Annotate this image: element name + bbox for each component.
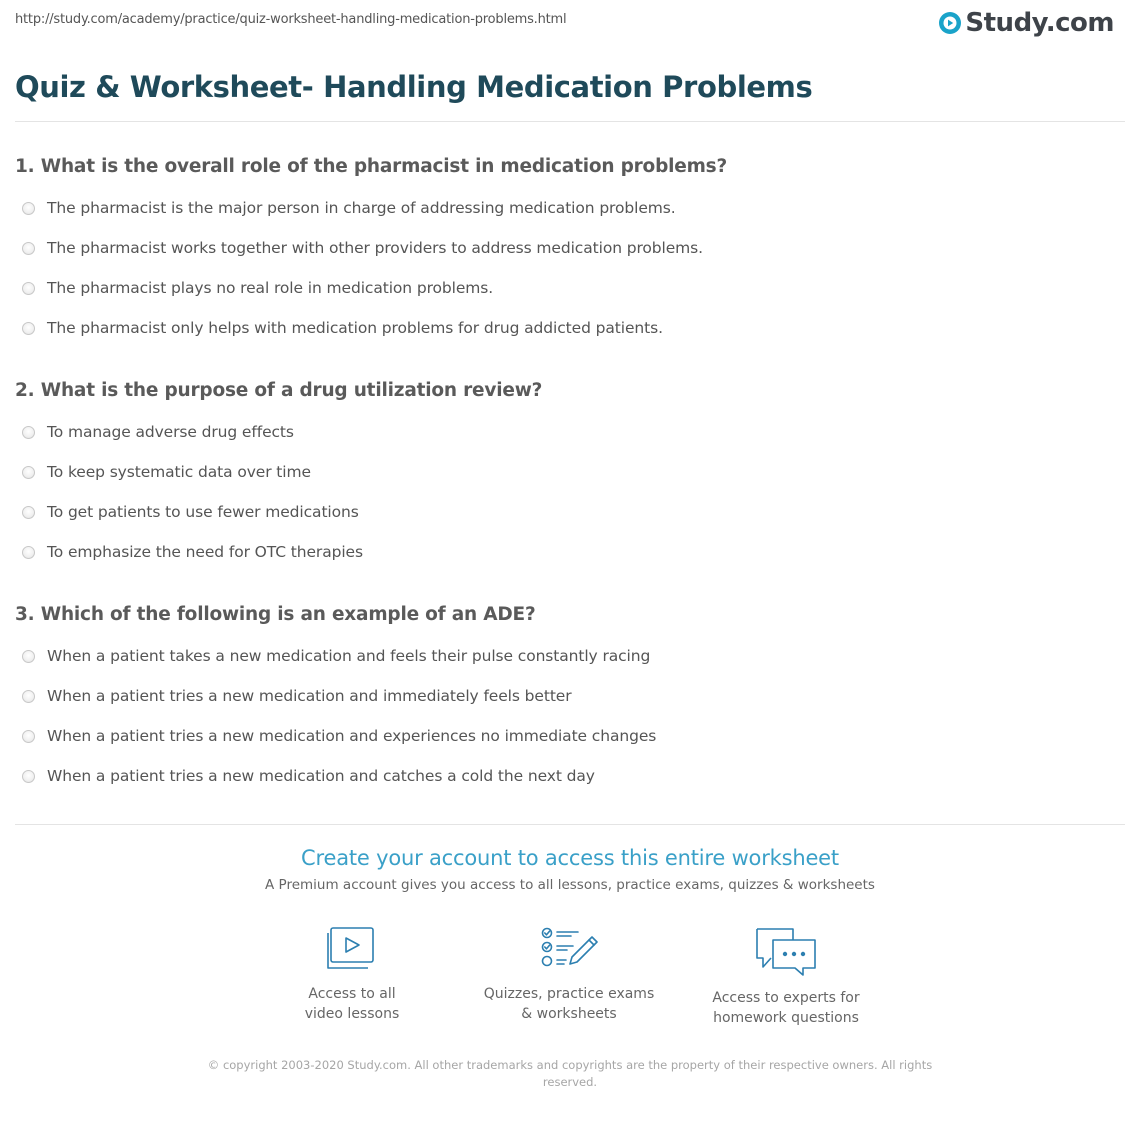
answer-option[interactable] (22, 543, 363, 561)
feature-quizzes (469, 926, 669, 1024)
answer-option[interactable] (22, 319, 663, 337)
logo-text: Study.com (965, 8, 1114, 38)
feature-line-1: Access to experts for (712, 990, 860, 1006)
page-title: Quiz & Worksheet- Handling Medication Problems (15, 70, 813, 104)
answer-label: The pharmacist only helps with medication problems for drug addicted patients. (47, 319, 663, 337)
radio-button[interactable] (22, 322, 35, 335)
answer-option[interactable] (22, 727, 656, 745)
answer-option[interactable] (22, 279, 493, 297)
feature-line-1: Access to all (308, 986, 396, 1002)
question-2: 2. What is the purpose of a drug utilization review? (15, 380, 543, 401)
answer-label: To emphasize the need for OTC therapies (47, 543, 363, 561)
page-url: http://study.com/academy/practice/quiz-worksheet-handling-medication-problems.html (15, 12, 567, 27)
answer-label: When a patient tries a new medication and catches a cold the next day (47, 767, 595, 785)
radio-button[interactable] (22, 546, 35, 559)
expert-chat-icon (754, 926, 818, 976)
study-play-logo-icon (938, 11, 962, 35)
radio-button[interactable] (22, 770, 35, 783)
answer-option[interactable] (22, 767, 595, 785)
feature-line-2: video lessons (304, 1006, 400, 1022)
radio-button[interactable] (22, 282, 35, 295)
answer-label: The pharmacist is the major person in charge of addressing medication problems. (47, 199, 676, 217)
quiz-checklist-icon (540, 926, 598, 972)
answer-option[interactable] (22, 647, 650, 665)
radio-button[interactable] (22, 426, 35, 439)
answer-label: To keep systematic data over time (47, 463, 311, 481)
answer-label: When a patient tries a new medication and immediately feels better (47, 687, 572, 705)
radio-button[interactable] (22, 690, 35, 703)
question-3: 3. Which of the following is an example of an ADE? (15, 604, 536, 625)
answer-option[interactable] (22, 239, 703, 257)
radio-button[interactable] (22, 650, 35, 663)
answer-option[interactable] (22, 199, 676, 217)
create-account-link[interactable]: Create your account to access this entire worksheet (301, 846, 839, 870)
answer-label: The pharmacist plays no real role in medication problems. (47, 279, 494, 297)
video-lesson-icon (325, 926, 379, 972)
study-logo[interactable] (938, 8, 1114, 38)
radio-button[interactable] (22, 202, 35, 215)
title-divider (15, 121, 1125, 122)
copyright-notice: © copyright 2003-2020 Study.com. All other trademarks and copyrights are the property of their respective owners. All rights reserved. (207, 1058, 933, 1089)
radio-button[interactable] (22, 242, 35, 255)
radio-button[interactable] (22, 506, 35, 519)
answer-label: To manage adverse drug effects (47, 423, 294, 441)
answer-option[interactable] (22, 503, 359, 521)
answer-option[interactable] (22, 687, 572, 705)
radio-button[interactable] (22, 730, 35, 743)
question-1: 1. What is the overall role of the pharmacist in medication problems? (15, 156, 728, 177)
feature-line-2: & worksheets (521, 1006, 617, 1022)
answer-option[interactable] (22, 423, 294, 441)
section-divider (15, 824, 1125, 825)
feature-video-lessons (252, 926, 452, 1024)
feature-line-1: Quizzes, practice exams (483, 986, 655, 1002)
answer-option[interactable] (22, 463, 311, 481)
answer-label: When a patient takes a new medication and feels their pulse constantly racing (47, 647, 651, 665)
feature-experts (686, 926, 886, 1028)
premium-description: A Premium account gives you access to all lessons, practice exams, quizzes & worksheets (265, 877, 875, 893)
answer-label: To get patients to use fewer medications (47, 503, 359, 521)
feature-line-2: homework questions (713, 1010, 859, 1026)
answer-label: The pharmacist works together with other providers to address medication problems. (47, 239, 703, 257)
radio-button[interactable] (22, 466, 35, 479)
answer-label: When a patient tries a new medication and experiences no immediate changes (47, 727, 657, 745)
